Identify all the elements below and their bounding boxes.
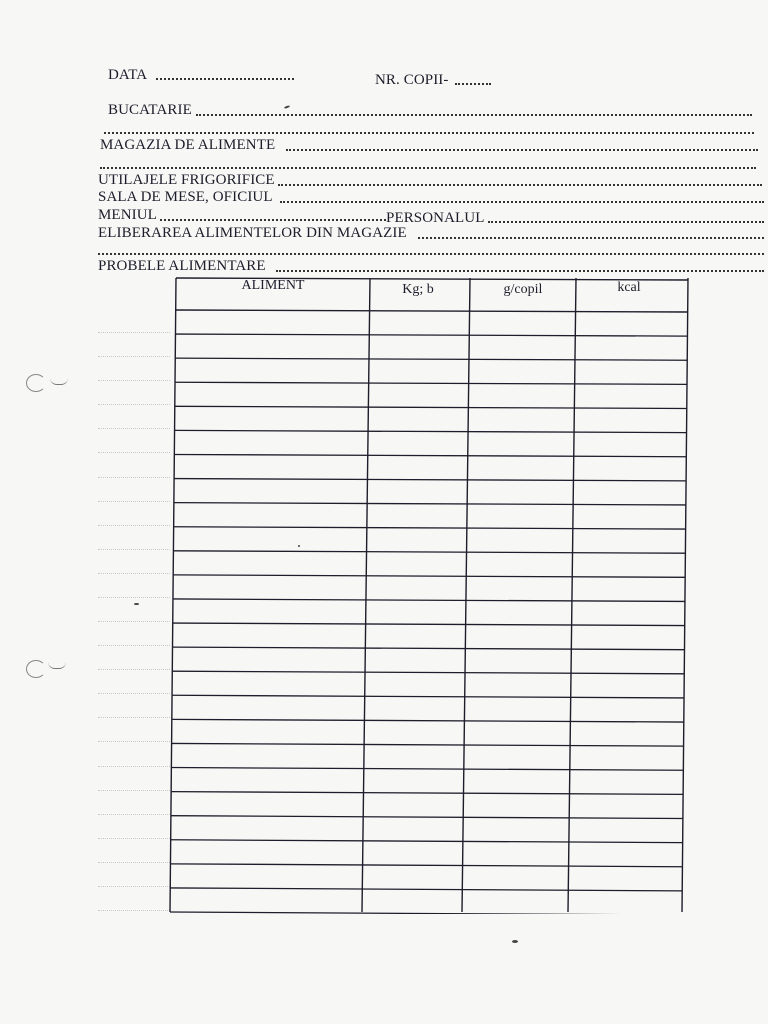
table-cell-kg[interactable]	[365, 819, 461, 838]
personalul-label: PERSONALUL	[386, 210, 485, 226]
sala-field[interactable]	[280, 201, 764, 203]
table-cell-g-copil[interactable]	[469, 482, 571, 501]
table-cell-aliment[interactable]	[174, 722, 363, 741]
table-cell-g-copil[interactable]	[465, 819, 567, 838]
table-cell-aliment[interactable]	[173, 795, 361, 814]
table-cell-kg[interactable]	[371, 361, 467, 380]
margin-ghost-rule	[98, 790, 170, 791]
margin-ghost-rule	[98, 356, 170, 357]
table-cell-kcal[interactable]	[574, 578, 683, 597]
magazia-field-line2[interactable]	[100, 167, 756, 169]
table-cell-kcal[interactable]	[570, 891, 680, 910]
table-cell-kcal[interactable]	[577, 337, 685, 356]
table-cell-g-copil[interactable]	[471, 361, 573, 380]
scan-speck	[284, 105, 290, 109]
table-cell-aliment[interactable]	[176, 482, 365, 501]
table-cell-aliment[interactable]	[172, 867, 360, 886]
table-cell-kg[interactable]	[369, 482, 465, 501]
table-cell-g-copil[interactable]	[465, 795, 567, 814]
table-cell-kcal[interactable]	[572, 722, 681, 741]
table-cell-aliment[interactable]	[178, 313, 368, 332]
table-cell-aliment[interactable]	[177, 385, 367, 404]
margin-ghost-rule	[98, 332, 170, 333]
table-cell-kg[interactable]	[367, 674, 463, 693]
table-cell-kg[interactable]	[366, 771, 462, 790]
table-cell-kcal[interactable]	[577, 385, 685, 404]
margin-ghost-rule	[98, 477, 170, 478]
table-cell-kg[interactable]	[370, 457, 466, 476]
table-cell-g-copil[interactable]	[467, 674, 569, 693]
table-cell-kg[interactable]	[371, 385, 467, 404]
margin-ghost-rule	[98, 573, 170, 574]
data-label: DATA	[108, 67, 148, 83]
table-cell-g-copil[interactable]	[470, 409, 572, 428]
table-cell-kcal[interactable]	[574, 554, 683, 573]
table-cell-aliment[interactable]	[176, 433, 365, 452]
table-cell-aliment[interactable]	[177, 337, 367, 356]
table-row-rule	[174, 454, 686, 456]
probele-label: PROBELE ALIMENTARE	[98, 258, 266, 274]
column-header-kg: Kg; b	[402, 282, 434, 297]
table-cell-kcal[interactable]	[572, 746, 682, 765]
margin-ghost-rule	[98, 452, 170, 453]
table-cell-aliment[interactable]	[175, 602, 364, 621]
table-row-rule	[175, 430, 687, 432]
table-cell-kcal[interactable]	[571, 819, 681, 838]
table-row-rule	[174, 527, 686, 529]
table-cell-kg[interactable]	[370, 433, 466, 452]
table-cell-kg[interactable]	[367, 626, 463, 645]
table-cell-aliment[interactable]	[175, 578, 364, 597]
table-cell-kg[interactable]	[367, 698, 463, 717]
table-cell-kg[interactable]	[368, 602, 464, 621]
margin-ghost-rule	[98, 766, 170, 767]
table-cell-g-copil[interactable]	[466, 771, 568, 790]
table-cell-kg[interactable]	[368, 554, 464, 573]
table-cell-kcal[interactable]	[573, 698, 682, 717]
table-cell-kcal[interactable]	[575, 482, 684, 501]
table-cell-g-copil[interactable]	[467, 698, 569, 717]
bucatarie-label: BUCATARIE	[108, 102, 192, 118]
margin-ghost-rule	[98, 862, 170, 863]
punch-hole-top-tail	[50, 378, 68, 385]
table-cell-kcal[interactable]	[577, 313, 685, 332]
table-row-rule	[175, 382, 687, 384]
table-cell-aliment[interactable]	[173, 843, 361, 862]
bucatarie-field[interactable]	[196, 114, 752, 116]
table-cell-g-copil[interactable]	[471, 385, 573, 404]
punch-hole-top	[26, 374, 46, 392]
margin-ghost-rule	[98, 549, 170, 550]
margin-ghost-rule	[98, 525, 170, 526]
magazia-label: MAGAZIA DE ALIMENTE	[100, 137, 276, 153]
scan-speck	[512, 940, 518, 943]
margin-ghost-rule	[98, 838, 170, 839]
scan-speck	[298, 545, 300, 547]
sala-label: SALA DE MESE, OFICIUL	[98, 189, 273, 205]
table-cell-kg[interactable]	[368, 578, 464, 597]
margin-ghost-rule	[98, 597, 170, 598]
column-header-kcal: kcal	[617, 280, 641, 295]
data-field[interactable]	[156, 78, 294, 80]
table-cell-kcal[interactable]	[574, 602, 683, 621]
punch-hole-bottom-tail	[48, 662, 66, 669]
table-cell-g-copil[interactable]	[469, 506, 571, 525]
bucatarie-field-line2[interactable]	[104, 132, 754, 134]
table-cell-aliment[interactable]	[174, 698, 363, 717]
table-cell-kcal[interactable]	[575, 530, 684, 549]
table-cell-kg[interactable]	[364, 867, 460, 886]
table-cell-aliment[interactable]	[173, 746, 361, 765]
table-row-rule	[175, 334, 687, 336]
table-cell-g-copil[interactable]	[469, 530, 571, 549]
table-cell-kg[interactable]	[370, 409, 466, 428]
table-cell-aliment[interactable]	[176, 530, 365, 549]
utilaje-field[interactable]	[278, 184, 762, 186]
food-table	[168, 274, 692, 914]
margin-ghost-rule	[98, 501, 170, 502]
table-bottom-border	[170, 912, 682, 914]
table-cell-g-copil[interactable]	[466, 746, 568, 765]
personalul-field[interactable]	[488, 221, 764, 223]
scan-speck	[134, 603, 139, 605]
table-cell-aliment[interactable]	[174, 674, 363, 693]
table-cell-aliment[interactable]	[173, 771, 361, 790]
table-cell-g-copil[interactable]	[467, 626, 569, 645]
table-cell-kg[interactable]	[365, 795, 461, 814]
margin-ghost-rule	[98, 645, 170, 646]
table-cell-g-copil[interactable]	[470, 457, 572, 476]
margin-ghost-rule	[98, 404, 170, 405]
eliberarea-field-line2[interactable]	[98, 253, 764, 255]
table-cell-g-copil[interactable]	[468, 578, 570, 597]
table-cell-kg[interactable]	[364, 891, 460, 910]
margin-ghost-rule	[98, 741, 170, 742]
margin-ghost-rule	[98, 428, 170, 429]
nr-copii-field[interactable]	[455, 83, 491, 85]
table-cell-kg[interactable]	[369, 530, 465, 549]
magazia-field[interactable]	[286, 149, 758, 151]
table-cell-kcal[interactable]	[576, 457, 685, 476]
table-header-rule	[176, 310, 688, 312]
probele-field[interactable]	[276, 270, 764, 272]
meniul-field[interactable]	[160, 219, 386, 221]
table-cell-aliment[interactable]	[172, 891, 360, 910]
table-row-rule	[175, 358, 687, 360]
table-cell-kg[interactable]	[371, 337, 467, 356]
table-cell-kcal[interactable]	[571, 795, 681, 814]
table-cell-kcal[interactable]	[576, 409, 684, 428]
table-cell-kcal[interactable]	[573, 626, 682, 645]
nr-copii-label: NR. COPII-	[375, 72, 449, 88]
table-cell-kcal[interactable]	[577, 361, 685, 380]
table-cell-aliment[interactable]	[174, 650, 363, 669]
eliberarea-label: ELIBERAREA ALIMENTELOR DIN MAGAZIE	[98, 225, 407, 241]
table-cell-g-copil[interactable]	[468, 554, 570, 573]
margin-ghost-rule	[98, 693, 170, 694]
table-row-rule	[174, 479, 686, 481]
table-cell-aliment[interactable]	[173, 819, 361, 838]
column-header-g-copil: g/copil	[503, 282, 543, 297]
table-cell-aliment[interactable]	[175, 626, 364, 645]
table-cell-g-copil[interactable]	[464, 891, 566, 910]
table-cell-g-copil[interactable]	[471, 337, 573, 356]
table-cell-aliment[interactable]	[177, 409, 367, 428]
table-cell-g-copil[interactable]	[464, 867, 566, 886]
table-cell-g-copil[interactable]	[466, 722, 568, 741]
eliberarea-field[interactable]	[418, 237, 764, 239]
utilaje-label: UTILAJELE FRIGORIFICE	[98, 172, 275, 188]
table-row-rule	[174, 503, 686, 505]
table-cell-aliment[interactable]	[176, 506, 365, 525]
table-cell-aliment[interactable]	[177, 361, 367, 380]
table-cell-kcal[interactable]	[572, 771, 682, 790]
table-cell-kg[interactable]	[366, 746, 462, 765]
table-cell-kg[interactable]	[366, 722, 462, 741]
margin-ghost-rule	[98, 717, 170, 718]
table-cell-g-copil[interactable]	[467, 650, 569, 669]
table-cell-kcal[interactable]	[573, 674, 682, 693]
table-cell-aliment[interactable]	[175, 554, 364, 573]
margin-ghost-rule	[98, 886, 170, 887]
table-cell-kg[interactable]	[367, 650, 463, 669]
table-cell-aliment[interactable]	[176, 457, 365, 476]
margin-ghost-rule	[98, 669, 170, 670]
table-cell-kg[interactable]	[369, 506, 465, 525]
margin-ghost-rule	[98, 621, 170, 622]
margin-ghost-rule	[98, 910, 170, 911]
column-header-aliment: ALIMENT	[241, 278, 305, 293]
table-cell-kg[interactable]	[371, 313, 467, 332]
meniul-label: MENIUL	[98, 207, 157, 223]
table-cell-kg[interactable]	[365, 843, 461, 862]
table-cell-g-copil[interactable]	[471, 313, 573, 332]
table-cell-g-copil[interactable]	[470, 433, 572, 452]
table-cell-kcal[interactable]	[571, 843, 681, 862]
punch-hole-bottom	[26, 660, 46, 678]
table-cell-g-copil[interactable]	[468, 602, 570, 621]
table-cell-kcal[interactable]	[576, 433, 685, 452]
table-cell-kcal[interactable]	[573, 650, 682, 669]
table-row-rule	[175, 406, 687, 408]
margin-ghost-rule	[98, 814, 170, 815]
table-cell-g-copil[interactable]	[465, 843, 567, 862]
margin-ghost-rule	[98, 380, 170, 381]
table-cell-kcal[interactable]	[570, 867, 680, 886]
table-cell-kcal[interactable]	[575, 506, 684, 525]
